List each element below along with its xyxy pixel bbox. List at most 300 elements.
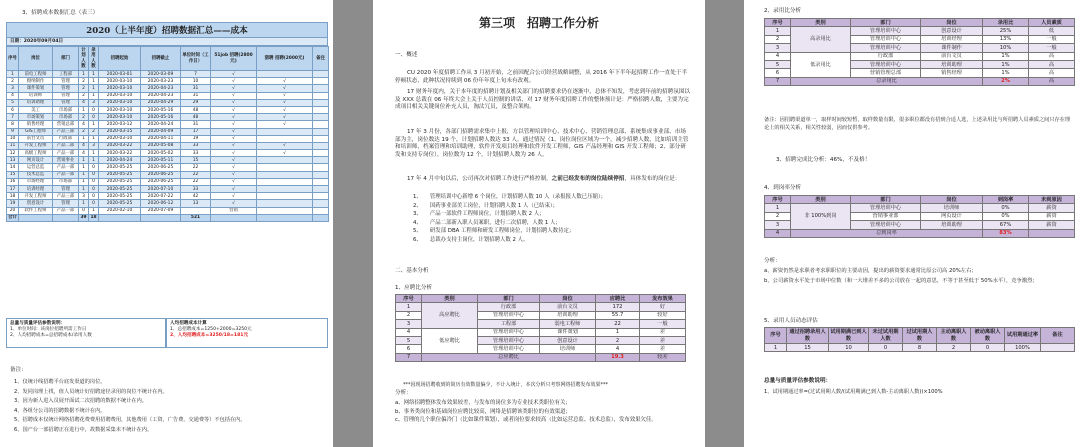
column-header: 51job 招聘(2800元) xyxy=(211,47,257,71)
table-cell: 4 xyxy=(7,92,19,99)
table-cell: 2020-03-10 xyxy=(99,99,141,106)
table-cell: √ xyxy=(211,85,257,92)
table-cell: 2020-03-01 xyxy=(99,71,141,78)
table-cell: √ xyxy=(257,106,313,113)
page-recruitment-analysis xyxy=(373,0,705,447)
table-cell xyxy=(313,164,329,171)
column-header: 未到原因 xyxy=(1029,196,1075,204)
footnote: ***因现场招聘收到的简历有效数量偏少，不计入统计，本次分析只考察网络招聘发布效果*** xyxy=(403,382,609,388)
column-header: 猎聘 招聘(2000元) xyxy=(257,47,313,71)
table-cell: 2 xyxy=(79,92,89,99)
table-cell: 差 xyxy=(640,336,686,344)
column-header: 计划人数 xyxy=(79,47,89,71)
category-cell: 低录用比 xyxy=(791,52,851,77)
table-cell: 29 xyxy=(181,99,211,106)
table-cell: 市场部 xyxy=(53,106,79,113)
table-cell: 3 xyxy=(765,44,791,52)
table-cell: 一般 xyxy=(1029,44,1075,52)
table-cell: 课件策划 xyxy=(540,328,596,336)
table-cell: 高 xyxy=(1029,69,1075,77)
table-cell: 市场部 xyxy=(53,178,79,185)
total-row xyxy=(765,77,1075,85)
table-cell: 1 xyxy=(79,178,89,185)
table-cell: 1 xyxy=(89,85,99,92)
page-hiring-analysis xyxy=(744,0,1080,447)
table-cell: 创意设计 xyxy=(19,200,53,207)
table-cell: 培训助理 xyxy=(19,99,53,106)
table-cell: 3 xyxy=(89,99,99,106)
table-header xyxy=(765,328,1075,344)
table-cell: 工程部 xyxy=(478,320,540,328)
table-cell: 销售经理 xyxy=(19,121,53,128)
table-cell: 25% xyxy=(983,27,1029,35)
column-header: 岗位 xyxy=(540,295,596,303)
table-cell: 1 xyxy=(765,204,791,212)
table-cell xyxy=(313,78,329,85)
table-cell: 市场策划 xyxy=(19,114,53,121)
page-title: 第三项 招聘工作分析 xyxy=(478,16,599,30)
table-cell: 薪资 xyxy=(1029,221,1075,229)
table-cell: 2020-06-25 xyxy=(141,164,181,171)
table-cell: 培训师 xyxy=(19,92,53,99)
table-cell xyxy=(19,214,53,221)
table-cell: 4 xyxy=(79,121,89,128)
post-item: 5、 研发部 DBA 工程师和研发工程师岗位，计划招聘人数待定； xyxy=(413,228,575,235)
cost-row xyxy=(7,114,329,121)
table-cell: √ xyxy=(211,99,257,106)
table-cell: √ xyxy=(257,99,313,106)
table-cell: 3 xyxy=(765,221,791,229)
table-cell: 8 xyxy=(7,121,19,128)
table-cell: 8 xyxy=(903,344,937,352)
table-cell: 14 xyxy=(7,164,19,171)
table-cell: 7 xyxy=(396,353,422,361)
table-cell xyxy=(313,171,329,178)
total-row xyxy=(765,229,1075,237)
column-header: 通过招聘录用人数 xyxy=(787,328,829,344)
table-cell: 4 xyxy=(79,142,89,149)
table-cell: 薪资 xyxy=(1029,212,1075,220)
table-cell: 1 xyxy=(596,328,640,336)
overview-paragraph-1: CU 2020 年度招聘工作从 3 月初开始，之前因配合公司经营战略调整，从 2016 年下半年起招聘工作一直处于半停顿状态，此种状况持续到 06 份年年度上旬未有改观。 xyxy=(395,70,688,84)
table-cell: 2020-05-11 xyxy=(141,157,181,164)
page-recruitment-cost xyxy=(0,0,333,447)
table-cell: 0% xyxy=(983,212,1029,220)
table-cell xyxy=(257,164,313,171)
column-header: 序号 xyxy=(396,295,422,303)
column-header: 序号 xyxy=(765,196,791,204)
cost-row xyxy=(7,99,329,106)
table-cell: 培训助理 xyxy=(540,311,596,319)
table-cell: 2020-04-29 xyxy=(141,99,181,106)
table-cell: 2020-05-25 xyxy=(99,193,141,200)
table-cell: 2020-03-22 xyxy=(99,150,141,157)
column-header: 录用人数 xyxy=(89,47,99,71)
cost-row xyxy=(7,207,329,214)
dynamic-eval-table xyxy=(764,327,1075,352)
table-cell: 2020-07-10 xyxy=(141,186,181,193)
table-cell: 美工 xyxy=(19,106,53,113)
table-cell: 2020-05-25 xyxy=(99,164,141,171)
p4-text: 17 年 4 月中旬以后，公司再次对招聘工作进行严格控制， xyxy=(407,176,552,182)
table-cell: 产品三部 xyxy=(53,193,79,200)
table-cell xyxy=(313,157,329,164)
notes-title: 备注： xyxy=(10,367,27,373)
post-item: 4、 产品二部新入职人员案职，进行二次招聘，人数 1 人； xyxy=(413,219,561,226)
table-cell: √ xyxy=(211,128,257,135)
table-cell: 管理 xyxy=(53,92,79,99)
application-ratio-heading: 1、应聘比分析 xyxy=(395,285,433,291)
section-heading: 3、招聘成本数据汇总（表三） xyxy=(22,10,99,16)
completion-ratio-heading: 3、招聘完成比分析：46%，不及格！ xyxy=(776,157,871,163)
table-cell xyxy=(313,71,329,78)
table-cell: 1 xyxy=(79,157,89,164)
table-cell xyxy=(141,214,181,221)
table-cell: 1% xyxy=(983,52,1029,60)
table-cell: 7 xyxy=(7,114,19,121)
cost-row xyxy=(7,200,329,207)
total-effect: 较差 xyxy=(640,353,686,361)
dynamic-eval-heading: 5、录用人员动态评估 xyxy=(764,318,818,324)
overview-paragraph-3: 17 年 3 月份，各部门招聘需求集中上报，方以管理培训中心、技术中心、营销管理总部、系统集成事业部、市场部为主，岗位数达 19 个，计划招聘人数达 33 人。通过情况（1、岗位岗位区域为一个，减少招聘人数，比如培训主管和培训师，档案管理和培训助理，软件开发项目经理和软件开发工程师，GIS 产品经理和 GIS 开发工程师；2、部分研发和支持专岗位），岗位数为 12 个，计划招聘人数为 26 人。 xyxy=(395,129,689,159)
arrival-rate-table xyxy=(764,195,1075,238)
table-cell: 管理 xyxy=(53,78,79,85)
table-cell: 管理 xyxy=(53,200,79,207)
hire-ratio-table xyxy=(764,18,1075,86)
column-header: 单位时间（工作日） xyxy=(181,47,211,71)
arrival-analysis-a: a、薪资仍然是求职者考求职职位的主要动因，提出的薪资要求通常比原公司高 20%左右； xyxy=(764,268,977,274)
table-cell: 18 xyxy=(90,215,97,221)
table-cell: √ xyxy=(211,71,257,78)
cost-row xyxy=(7,92,329,99)
table-cell: 1 xyxy=(396,303,422,311)
table-row xyxy=(765,344,1075,352)
table-cell: 较好 xyxy=(640,311,686,319)
table-cell: 管理培训中心 xyxy=(478,345,540,353)
analysis-list xyxy=(395,399,691,425)
table-cell: 22 xyxy=(181,164,211,171)
table-cell: √ xyxy=(211,178,257,185)
column-header: 人员素质 xyxy=(1029,19,1075,27)
table-cell: 10 xyxy=(829,344,869,352)
note-item: 6、国产台一部招聘正在进行中，故数据采集未不统计在内。 xyxy=(14,426,153,433)
table-cell: √ xyxy=(257,78,313,85)
table-cell: 培训助理 xyxy=(921,221,983,229)
table-cell: 网页设计 xyxy=(921,212,983,220)
table-cell: 7 xyxy=(765,77,791,85)
table-cell: 技术总监 xyxy=(19,171,53,178)
table-cell: 2 xyxy=(596,336,640,344)
table-cell: √ xyxy=(211,142,257,149)
cost-row xyxy=(7,71,329,78)
cost-row xyxy=(7,186,329,193)
table-cell: 2 xyxy=(79,85,89,92)
table-cell: 工程部 xyxy=(53,71,79,78)
table-cell: 33 xyxy=(181,186,211,193)
table-cell: 1 xyxy=(765,27,791,35)
table-cell: 培训师 xyxy=(540,345,596,353)
table-cell: 弱电工程师 xyxy=(540,320,596,328)
table-cell: 产品二部 xyxy=(53,142,79,149)
table-cell: 2020-03-23 xyxy=(141,78,181,85)
table-cell: √ xyxy=(211,150,257,157)
post-item: 6、 总裁办支持主岗位，计划招聘人数 2 人。 xyxy=(413,236,529,243)
table-cell: 培训经理 xyxy=(921,35,983,43)
table-cell: 0 xyxy=(89,171,99,178)
table-cell: 2020-03-22 xyxy=(99,142,141,149)
table-cell: 2020-03-10 xyxy=(99,135,141,142)
table-cell: 5 xyxy=(7,99,19,106)
table-cell xyxy=(257,178,313,185)
table-cell xyxy=(181,207,211,214)
table-cell xyxy=(99,214,141,221)
table-cell: 6 xyxy=(7,106,19,113)
column-header: 部门 xyxy=(851,196,921,204)
analysis-item: a、网络招聘整体发布效果较差，与发布的岗位多为专业技术类职位有关； xyxy=(395,400,571,406)
table-cell xyxy=(313,114,329,121)
table-cell: 2020-02-10 xyxy=(99,207,141,214)
table-cell: 100% xyxy=(1005,344,1041,352)
table-cell: 2020-05-25 xyxy=(99,171,141,178)
table-cell: 5 xyxy=(396,336,422,344)
table-cell: 2020-03-09 xyxy=(141,71,181,78)
table-cell: 摄纳制作 xyxy=(19,78,53,85)
table-cell: 软件工程师 xyxy=(19,207,53,214)
cost-row xyxy=(7,78,329,85)
table-cell: 前台文员 xyxy=(19,135,53,142)
table-header xyxy=(396,295,686,303)
table-cell: 22 xyxy=(181,171,211,178)
table-cell: 好 xyxy=(640,303,686,311)
table-cell: 2 xyxy=(79,114,89,121)
cost-row xyxy=(7,193,329,200)
table-cell: 行政部 xyxy=(851,52,921,60)
table-cell xyxy=(313,150,329,157)
table-cell: 15 xyxy=(181,157,211,164)
table-cell: 运营总监 xyxy=(19,164,53,171)
column-header: 岗位 xyxy=(19,47,53,71)
table-cell: 1 xyxy=(89,157,99,164)
table-cell: 4 xyxy=(79,150,89,157)
table-cell: √ xyxy=(211,78,257,85)
arrival-analysis-title: 分析： xyxy=(764,258,781,264)
column-header: 主动离职人数 xyxy=(937,328,971,344)
table-cell xyxy=(313,128,329,135)
table-cell: 0 xyxy=(89,114,99,121)
table-cell: 0 xyxy=(869,344,903,352)
column-header: 招聘截止 xyxy=(141,47,181,71)
table-cell: 11 xyxy=(7,142,19,149)
table-cell: 前台文员 xyxy=(921,52,983,60)
cost-row xyxy=(7,106,329,113)
hire-ratio-note: 备注：因招聘渠道单一，取样时间较短暂，取样数量有限，很多职位都没有招到合适人选，上述录用比与所招聘人员素质之间只存在理论上的相关关系，相关性较弱，因而仅供参考。 xyxy=(764,117,1071,131)
table-cell: 4 xyxy=(596,345,640,353)
notes-list xyxy=(14,378,246,436)
table-cell: 1 xyxy=(7,71,19,78)
table-cell: 差 xyxy=(640,345,686,353)
table-cell: 管理培训中心 xyxy=(478,311,540,319)
table-cell xyxy=(257,171,313,178)
cost-row xyxy=(7,128,329,135)
table-cell: 课件制作 xyxy=(921,44,983,52)
total-label: 总应聘比 xyxy=(422,353,596,361)
note-item: 4、各组分公司的招聘数据不统计在内。 xyxy=(14,407,106,414)
cost-row xyxy=(7,157,329,164)
table-cell: 1 xyxy=(79,200,89,207)
formula-right-line-1: 1、总招聘成本=1250+2000=3250元 xyxy=(170,327,252,333)
table-cell: 前电工程师 xyxy=(19,71,53,78)
table-cell xyxy=(313,106,329,113)
table-cell: 0% xyxy=(983,204,1029,212)
table-cell: 13 xyxy=(181,200,211,207)
table-cell xyxy=(257,157,313,164)
table-cell: 合计 xyxy=(8,215,17,221)
table-cell: 1 xyxy=(89,78,99,85)
note-item: 3、因为新人进入员展开面试二次招聘的数据不统计在内。 xyxy=(14,398,147,405)
table-cell: 销售经理 xyxy=(921,69,983,77)
table-cell: 2020-04-23 xyxy=(141,85,181,92)
overview-heading: 一、概述 xyxy=(395,52,418,58)
table-cell xyxy=(313,92,329,99)
table-cell: 16 xyxy=(7,178,19,185)
table-cell: 1 xyxy=(89,207,99,214)
formula-right-title: 人均招聘成本计算 xyxy=(170,321,207,326)
table-cell: 1 xyxy=(79,171,89,178)
table-cell: 67% xyxy=(983,221,1029,229)
table-cell: 31 xyxy=(181,92,211,99)
table-cell xyxy=(53,214,79,221)
table-cell xyxy=(1041,344,1075,352)
cost-table xyxy=(6,46,329,222)
table-row xyxy=(765,204,1075,212)
column-header: 试用期满已到人数 xyxy=(830,329,867,342)
column-header: 备注 xyxy=(1041,328,1075,344)
table-cell: 产品一部 xyxy=(53,150,79,157)
formula-left-line-1: 1、单位时间：该岗位招聘所需工作日 xyxy=(10,327,87,333)
total-value: 2% xyxy=(983,77,1029,85)
table-cell: 33 xyxy=(181,150,211,157)
table-cell: 1 xyxy=(89,92,99,99)
category-cell: 非 100%到岗 xyxy=(791,204,851,229)
table-cell: GIS工程师 xyxy=(19,128,53,135)
hire-ratio-heading: 2、录用比分析 xyxy=(764,8,802,14)
category-cell: 高应聘比 xyxy=(422,303,478,328)
table-cell: 高 xyxy=(1029,77,1075,85)
table-cell: 高级工程师 xyxy=(19,150,53,157)
cost-table-date: 日期：2020年09月04日 xyxy=(6,38,328,46)
table-cell: 营销 xyxy=(211,207,257,214)
table-cell: 2020-06-25 xyxy=(141,171,181,178)
table-cell: √ xyxy=(211,135,257,142)
table-cell: 7 xyxy=(181,71,211,78)
table-cell: 管理培训中心 xyxy=(851,35,921,43)
table-cell: 48 xyxy=(181,114,211,121)
table-cell: 管理培训中心 xyxy=(478,336,540,344)
table-cell: 0 xyxy=(971,344,1005,352)
overview-paragraph-4 xyxy=(395,176,691,184)
table-cell: 19 xyxy=(181,135,211,142)
table-cell: 12 xyxy=(7,150,19,157)
application-ratio-table xyxy=(395,294,686,362)
table-cell: 1 xyxy=(89,135,99,142)
table-cell: 产品一部 xyxy=(53,207,79,214)
table-cell: 前台文员 xyxy=(540,303,596,311)
p4-tail: ，具体发布的岗位是： xyxy=(624,176,681,182)
column-header: 过试用期人数 xyxy=(903,328,937,344)
table-cell: 2 xyxy=(79,128,89,135)
table-cell: 39 xyxy=(80,215,87,221)
table-cell: 产品一部 xyxy=(53,164,79,171)
column-header: 类别 xyxy=(791,196,851,204)
cost-row xyxy=(7,178,329,185)
column-header: 序号 xyxy=(765,328,787,344)
note-item: 2、发同岗理上找，值人员统计好招聘途径录用的岗位不统计在内。 xyxy=(14,388,168,395)
table-cell: 管理培训中心 xyxy=(851,60,921,68)
formula-right-line-2: 2、人均招聘成本=3250/18=181元 xyxy=(170,333,249,339)
posts-list xyxy=(413,193,606,245)
table-cell: 2020-05-25 xyxy=(99,186,141,193)
table-cell: 管理 xyxy=(53,85,79,92)
column-header: 序号 xyxy=(7,47,19,71)
table-cell xyxy=(313,214,329,221)
column-header: 部门 xyxy=(851,19,921,27)
table-cell xyxy=(313,99,329,106)
table-cell: 管理 xyxy=(53,186,79,193)
formula-left-line-2: 2、人均招聘成本=总招聘成本/录用人数 xyxy=(10,333,92,339)
column-header: 招聘起始 xyxy=(99,47,141,71)
table-cell: 2020-07-09 xyxy=(141,207,181,214)
cost-total-row xyxy=(7,214,329,221)
table-cell: 1% xyxy=(983,69,1029,77)
formula-left-box xyxy=(6,318,166,348)
column-header: 部门 xyxy=(53,47,79,71)
table-cell: √ xyxy=(211,193,257,200)
category-cell: 低应聘比 xyxy=(422,328,478,353)
total-row xyxy=(396,353,686,361)
table-cell xyxy=(313,193,329,200)
table-cell xyxy=(313,121,329,128)
cost-row xyxy=(7,150,329,157)
column-header: 类别 xyxy=(422,295,478,303)
table-cell: 6 xyxy=(396,345,422,353)
column-header: 类别 xyxy=(791,19,851,27)
table-cell: 2020-03-10 xyxy=(99,92,141,99)
table-cell: 4 xyxy=(765,229,791,237)
table-cell xyxy=(257,200,313,207)
table-cell xyxy=(1029,229,1075,237)
table-cell: 2 xyxy=(765,35,791,43)
total-value: 19.3 xyxy=(596,353,640,361)
table-cell: 18 xyxy=(7,193,19,200)
table-cell: √ xyxy=(211,92,257,99)
table-cell: 薪资 xyxy=(1029,204,1075,212)
table-cell: 1 xyxy=(89,150,99,157)
table-cell xyxy=(313,135,329,142)
table-cell: 管理 xyxy=(53,99,79,106)
table-cell: √ xyxy=(211,164,257,171)
table-cell xyxy=(257,207,313,214)
column-header: 应聘比 xyxy=(596,295,640,303)
table-cell: 营销事业 xyxy=(53,157,79,164)
table-cell xyxy=(313,207,329,214)
eval-param-title: 总量与质量评估参数说明： xyxy=(764,378,832,384)
table-cell: √ xyxy=(257,121,313,128)
table-cell: 2020-04-23 xyxy=(141,92,181,99)
table-cell: √ xyxy=(211,121,257,128)
table-cell: 产品三部 xyxy=(53,128,79,135)
table-cell: 0 xyxy=(89,200,99,207)
table-cell: 1 xyxy=(79,135,89,142)
